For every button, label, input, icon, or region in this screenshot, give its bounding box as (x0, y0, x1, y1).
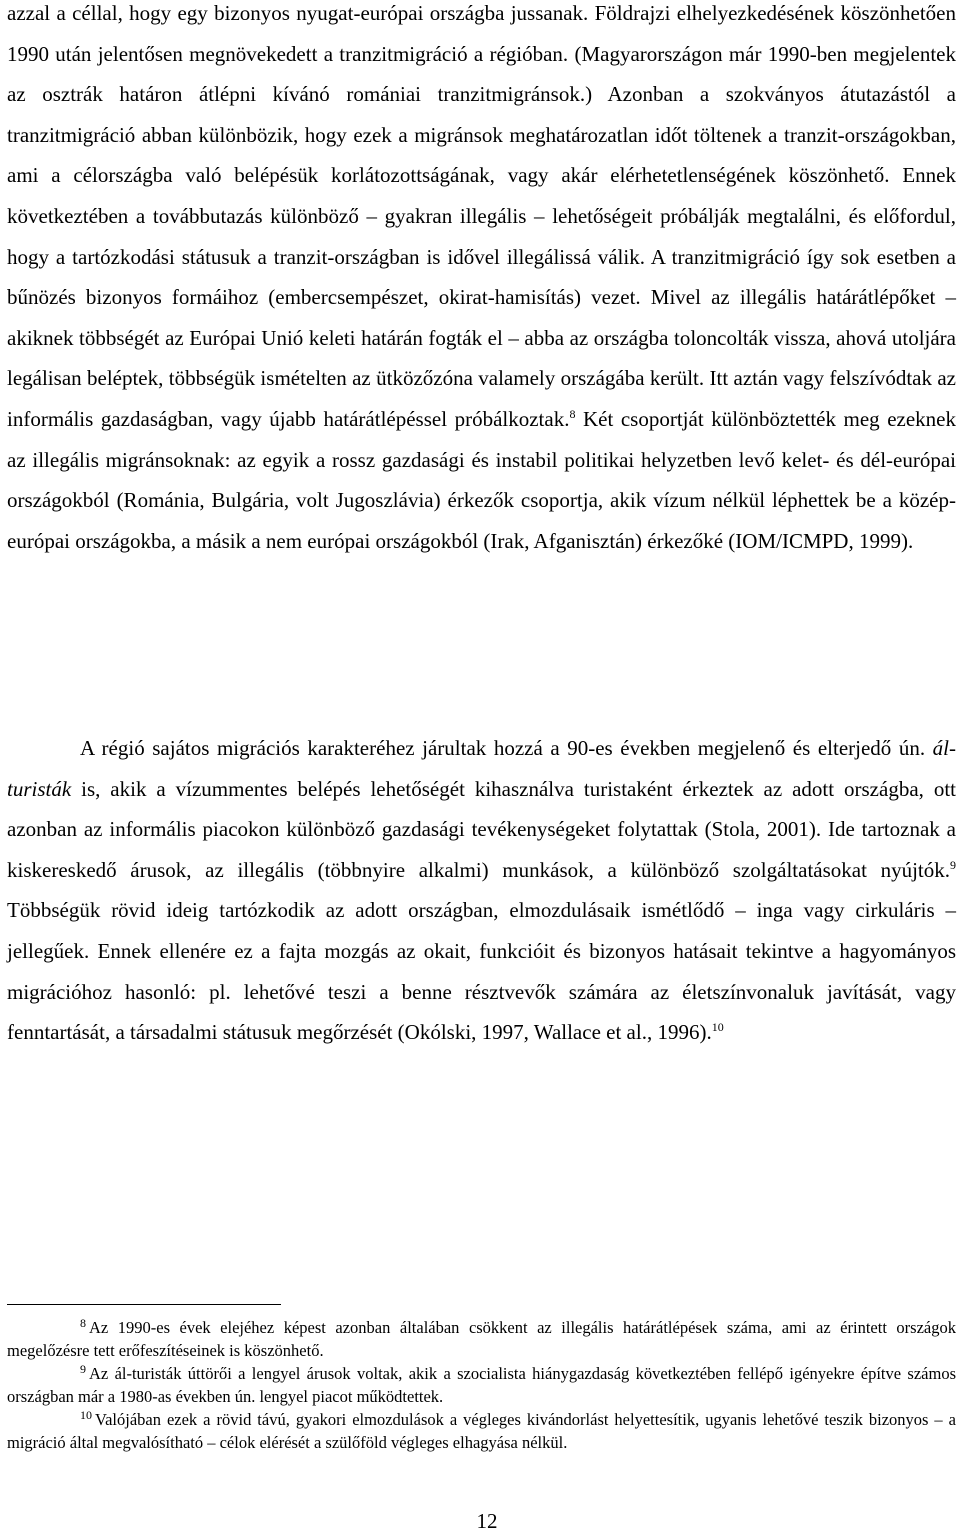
footnote-mark: 10 (80, 1408, 92, 1422)
footnote-9 (7, 1362, 956, 1408)
footnote-reference-10[interactable]: 10 (711, 1020, 724, 1035)
footnote-mark: 8 (80, 1316, 86, 1330)
paragraph-text: Két csoportját különböztették meg ezeknek az illegális migránsoknak: az egyik a rossz gazdasági és instabil politikai helyzetben levő kelet- és dél-európai országokból (Románia, Bulgária, volt Jugoszlávia) érkezők csoportja, akik vízum nélkül léphettek be a közép-európai országokba, a másik a nem európai országokból (Irak, Afganisztán) érkezőké (IOM/ICMPD, 1999). (7, 406, 957, 553)
footnote-8 (7, 1316, 956, 1362)
footnote-reference-8[interactable]: 8 (569, 406, 576, 421)
footnote-text: Valójában ezek a rövid távú, gyakori elmozdulások a végleges kivándorlást helyettesítik, ugyanis lehetővé teszik bizonyos – a migráció által megvalósítható – célok elérését a szülőföld végleges elhagyása nélkül. (7, 1410, 956, 1452)
page-number: 12 (476, 1509, 498, 1533)
footnote-reference-9[interactable]: 9 (950, 857, 956, 872)
footnotes (7, 1316, 956, 1454)
footnote-10 (7, 1408, 956, 1454)
paragraph-text: is, akik a vízummentes belépés lehetőségét kihasználva turistaként érkeztek az adott országba, ott azonban az informális piacokon különböző gazdasági tevékenységeket folytattak (Stola, 2001). Ide tartoznak a kiskereskedő árusok, az illegális (többnyire alkalmi) munkások, a különböző szolgáltatásokat nyújtók. (7, 776, 956, 882)
italic-term: ál-turisták (7, 736, 956, 801)
body-paragraph-pseudo-tourists (7, 728, 956, 1053)
body-paragraph-transit-migration (7, 0, 956, 561)
footnote-text: Az 1990-es évek elejéhez képest azonban általában csökkent az illegális határátlépések száma, ami az érintett országok megelőzésre tett erőfeszítéseinek is köszönhető. (7, 1318, 956, 1360)
paragraph-text: Többségük rövid ideig tartózkodik az adott országban, elmozdulásaik ismétlődő – inga vagy cirkuláris – jellegűek. Ennek ellenére ez a fajta mozgás az okait, funkcióit és bizonyos hatásait tekintve a hagyományos migrációhoz hasonló: pl. lehetővé teszi a benne résztvevők számára az életszínvonaluk javítását, vagy fenntartását, a társadalmi státusuk megőrzését (Okólski, 1997, Wallace et al., 1996). (7, 898, 956, 1045)
paragraph-text: A régió sajátos migrációs karakteréhez járultak hozzá a 90-es években megjelenő és elterjedő ún. (80, 736, 933, 760)
footnote-text: Az ál-turisták úttörői a lengyel árusok voltak, akik a szocialista hiánygazdaság következtében fellépő igényekre építve számos országban már a 1980-as években ún. lengyel piacot működtettek. (7, 1364, 956, 1406)
footnote-separator (7, 1304, 281, 1305)
paragraph-text: azzal a céllal, hogy egy bizonyos nyugat-európai országba jussanak. Földrajzi elhelyezkedésének köszönhetően 1990 után jelentősen megnövekedett a tranzitmigráció a régióban. (Magyarországon már 1990-ben megjelentek az osztrák határon átlépni kívánó romániai tranzitmigránsok.) Azonban a szokványos átutazástól a tranzitmigráció abban különbözik, hogy ezek a migránsok meghatározatlan időt töltenek a tranzit-országokban, ami a célországba való belépésük korlátozottságának, vagy akár elérhetetlenségének köszönhető. Ennek következtében a továbbutazás különböző – gyakran illegális – lehetőségeit próbálják megtalálni, és előfordul, hogy a tartózkodási státusuk a tranzit-országban is idővel illegálissá válik. A tranzitmigráció így sok esetben a bűnözés bizonyos formáihoz (embercsempészet, okirat-hamisítás) vezet. Mivel az illegális határátlépőket – akiknek többségét az Európai Unió keleti határán fogták el – abba az országba toloncolták vissza, ahová utoljára legálisan beléptek, többségük ismételten az ütközőzóna valamely országába került. Itt aztán vagy felszívódtak az informális gazdaságban, vagy újabb határátlépéssel próbálkoztak. (7, 1, 956, 431)
footnote-mark: 9 (80, 1362, 86, 1376)
